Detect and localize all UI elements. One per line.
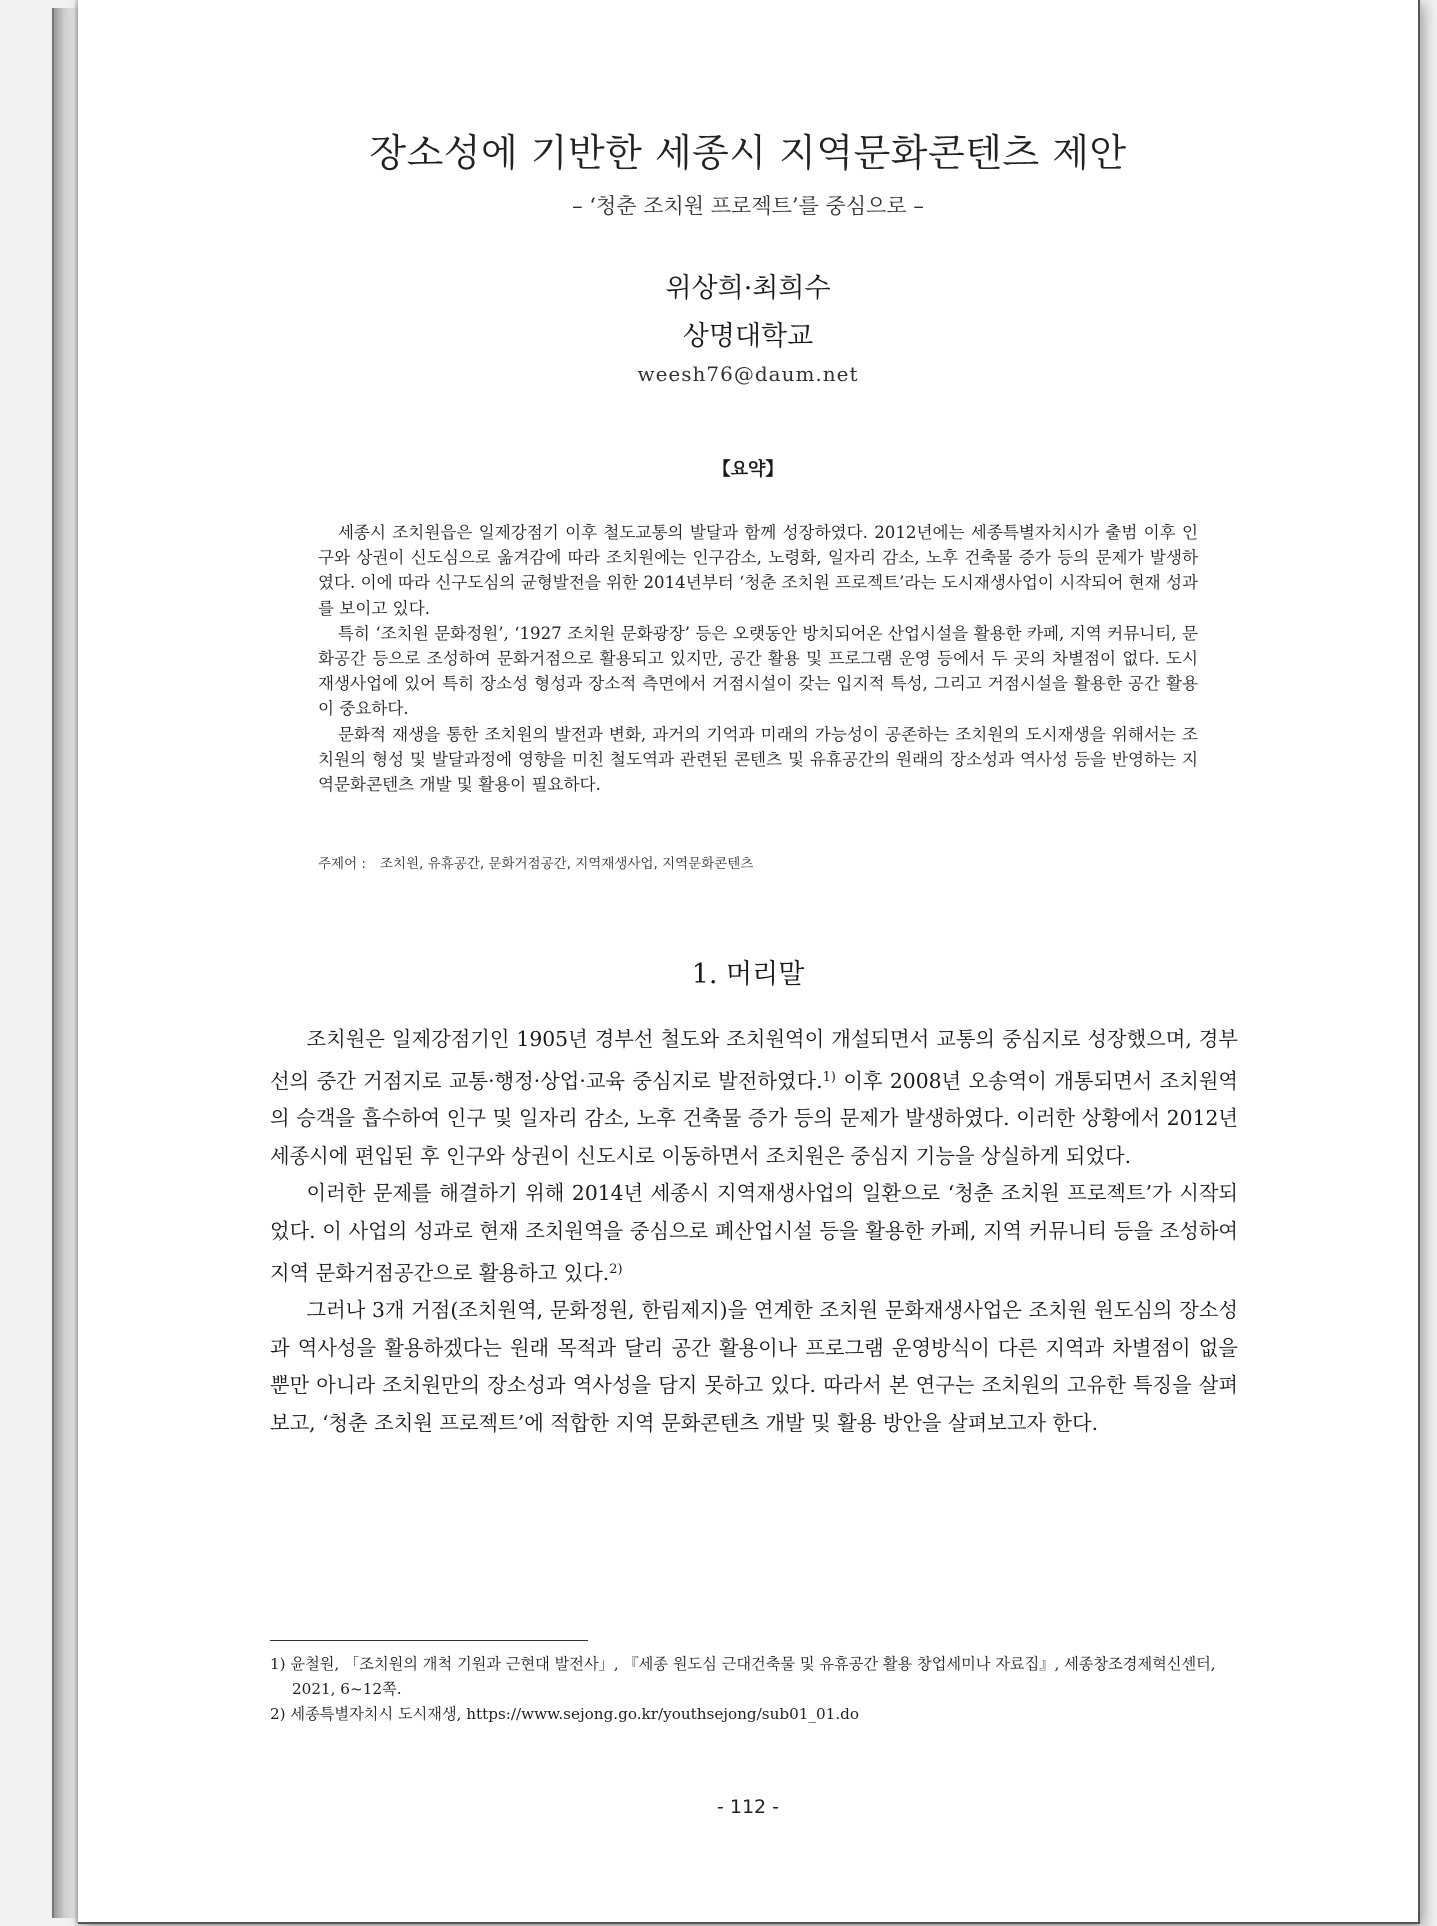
body-paragraph-text: 조치원은 일제강점기인 1905년 경부선 철도와 조치원역이 개설되면서 교통의 중심지로 성장했으며, 경부선의 중간 거점지로 교통·행정·상업·교육 중심지로 발전하였다. [270,1027,1238,1093]
keywords [318,852,1198,872]
keywords-list: 조치원, 유휴공간, 문화거점공간, 지역재생사업, 지역문화콘텐츠 [379,856,754,872]
paper-title: 장소성에 기반한 세종시 지역문화콘텐츠 제안 [369,131,1127,175]
paper-subtitle: – ‘청춘 조치원 프로젝트’를 중심으로 – [572,194,924,218]
body-paragraph-text: 이러한 문제를 해결하기 위해 2014년 세종시 지역재생사업의 일환으로 ‘청춘 조치원 프로젝트’가 시작되었다. 이 사업의 성과로 현재 조치원역을 중심으로 폐산업시설 등을 활용한 카페, 지역 커뮤니티 등을 조성하여 지역 문화거점공간으로 활용하고 있다. [270,1181,1238,1285]
keywords-label: 주제어 : [318,856,366,872]
document-page [78,0,1420,1924]
abstract-paragraph: 특히 ‘조치원 문화정원’, ‘1927 조치원 문화광장’ 등은 오랫동안 방치되어온 산업시설을 활용한 카페, 지역 커뮤니티, 문화공간 등으로 조성하여 문화거점으로 활용되고 있지만, 공간 활용 및 프로그램 운영 등에서 두 곳의 차별점이 없다. 도시재생사업에 있어 특히 장소성 형성과 장소적 측면에서 거점시설이 갖는 입지적 특성, 그리고 거점시설을 활용한 공간 활용이 중요하다. [318,623,1198,719]
body-paragraph-text: 이후 2008년 오송역이 개통되면서 조치원역의 승객을 흡수하여 인구 및 일자리 감소, 노후 건축물 증가 등의 문제가 발생하였다. 이러한 상황에서 2012년 세종시에 편입된 후 인구와 상권이 신도시로 이동하면서 조치원은 중심지 기능을 상실하게 되었다. [270,1068,1238,1168]
footnote-divider [270,1640,588,1641]
paper-affiliation: 상명대학교 [682,321,814,352]
abstract-paragraph: 세종시 조치원읍은 일제강점기 이후 철도교통의 발달과 함께 성장하였다. 2012년에는 세종특별자치시가 출범 이후 인구와 상권이 신도심으로 옮겨감에 따라 조치원에는 인구감소, 노령화, 일자리 감소, 노후 건축물 증가 등의 문제가 발생하였다. 이에 따라 신구도심의 균형발전을 위한 2014년부터 ‘청춘 조치원 프로젝트’라는 도시재생사업이 시작되어 현재 성과를 보이고 있다. [318,523,1199,618]
abstract-heading: 【요약】 [712,459,784,480]
paper-authors: 위상희·최희수 [665,273,831,304]
body-paragraph: 그러나 3개 거점(조치원역, 문화정원, 한림제지)을 연계한 조치원 문화재생사업은 조치원 원도심의 장소성과 역사성을 활용하겠다는 원래 목적과 달리 공간 활용이나 프로그램 운영방식이 다른 지역과 차별점이 없을 뿐만 아니라 조치원만의 장소성과 역사성을 담지 못하고 있다. 따라서 본 연구는 조치원의 고유한 특징을 살펴보고, ‘청춘 조치원 프로젝트’에 적합한 지역 문화콘텐츠 개발 및 활용 방안을 살펴보고자 한다. [270,1298,1238,1435]
body-paragraph [270,1021,1238,1175]
section-body [270,1021,1238,1443]
page-number: - 112 - [716,1796,780,1818]
footnote: 1) 윤철원, 「조치원의 개척 기원과 근현대 발전사」, 『세종 원도심 근대건축물 및 유휴공간 활용 창업세미나 자료집』, 세종창조경제혁신센터, 2021, 6~12쪽. [270,1655,1216,1698]
author-email: weesh76@daum.net [637,362,859,386]
abstract-body [318,520,1198,797]
footnote-ref[interactable]: 2) [609,1261,623,1277]
body-paragraph [270,1175,1238,1292]
abstract-paragraph: 문화적 재생을 통한 조치원의 발전과 변화, 과거의 기억과 미래의 가능성이 공존하는 조치원의 도시재생을 위해서는 조치원의 형성 및 발달과정에 영향을 미친 철도역과 관련된 콘텐츠 및 유휴공간의 원래의 장소성과 역사성 등을 반영하는 지역문화콘텐츠 개발 및 활용이 필요하다. [318,724,1198,795]
footnote: 2) 세종특별자치시 도시재생, https://www.sejong.go.kr/youthsejong/sub01_01.do [270,1705,860,1723]
section-heading: 1. 머리말 [691,959,805,990]
footnote-ref[interactable]: 1) [822,1069,836,1085]
footnotes [270,1652,1238,1727]
